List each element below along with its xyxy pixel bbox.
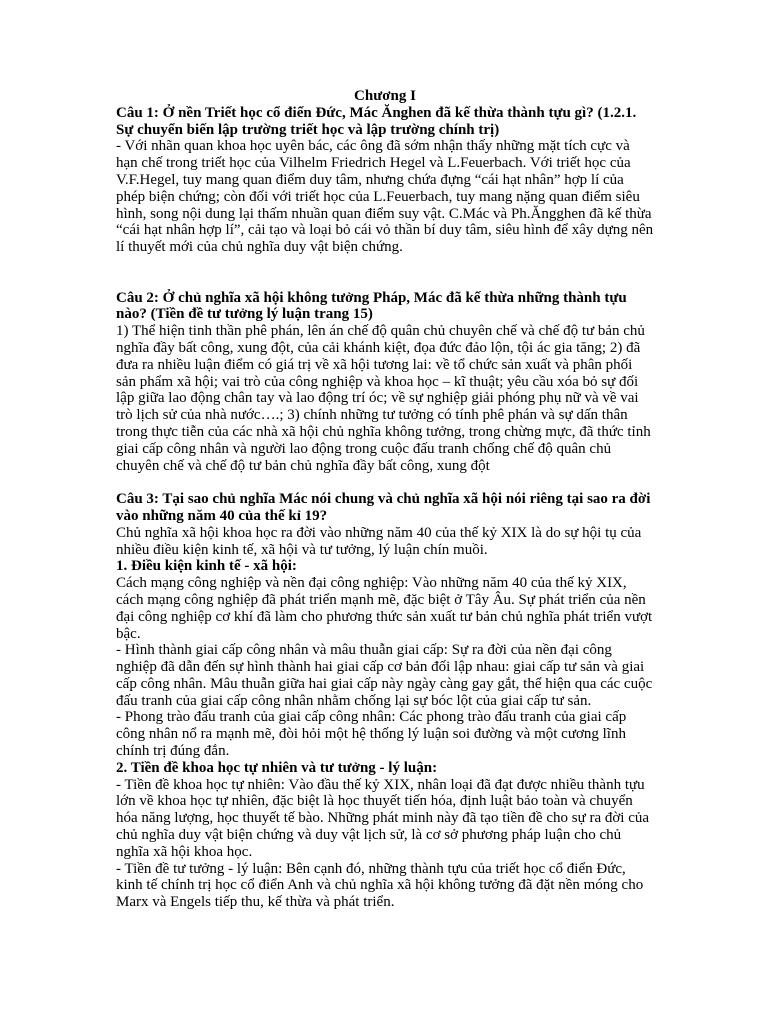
section-2-paragraph: - Tiền đề tư tưởng - lý luận: Bên cạnh đó, những thành tựu của triết học cổ điển Đức, kinh tế chính trị học cổ điển Anh và chủ nghĩa xã hội không tưởng đã đặt nền móng cho Marx và Engels tiếp thu, kế thừa và phát triển.: [116, 860, 644, 911]
question-1-heading: Câu 1: Ở nền Triết học cổ điển Đức, Mác Ănghen đã kế thừa thành tựu gì? (1.2.1. Sự chuyển biến lập trường triết học và lập trường chính trị): [116, 104, 637, 138]
chapter-title: Chương I: [354, 88, 416, 104]
section-2-paragraph: - Tiền đề khoa học tự nhiên: Vào đầu thế kỷ XIX, nhân loại đã đạt được nhiều thành tựu lớn về khoa học tự nhiên, đặc biệt là học thuyết tiến hóa, định luật bảo toàn và chuyển hóa năng lượng, học thuyết tế bào. Những phát minh này đã tạo tiền đề cho sự ra đời của chủ nghĩa duy vật biện chứng và duy vật lịch sử, là cơ sở phương pháp luận cho chủ nghĩa xã hội khoa học.: [116, 776, 650, 860]
question-3-heading: Câu 3: Tại sao chủ nghĩa Mác nói chung và chủ nghĩa xã hội nói riêng tại sao ra đời vào những năm 40 của thế kỉ 19?: [116, 491, 651, 524]
spacer: [116, 256, 654, 273]
document-content: [116, 88, 654, 911]
question-2-body: 1) Thể hiện tinh thần phê phán, lên án chế độ quân chủ chuyên chế và chế độ tư bản chủ nghĩa đầy bất công, xung đột, của cải khánh kiệt, đọa đức đảo lộn, tội ác gia tăng; 2) đã đưa ra nhiều luận điểm có giá trị về xã hội tương lai: về tổ chức sản xuất và phân phối sản phẩm xã hội; vai trò của công nghiệp và khoa học – kĩ thuật; yêu cầu xóa bỏ sự đối lập giữa lao động chân tay và lao động trí óc; về sự nghiệp giải phóng phụ nữ và về vai trò lịch sử của nhà nước….; 3) chính những tư tưởng có tính phê phán và sự dấn thân trong thực tiễn của các nhà xã hội chủ nghĩa không tưởng, trong chừng mực, đã thức tỉnh giai cấp công nhân và người lao động trong cuộc đấu tranh chống chế độ quân chủ chuyên chế và chế độ tư bản chủ nghĩa đầy bất công, xung đột: [116, 323, 651, 474]
section-1-paragraph: - Phong trào đấu tranh của giai cấp công nhân: Các phong trào đấu tranh của giai cấp công nhân nổ ra mạnh mẽ, đòi hỏi một hệ thống lý luận soi đường và một cương lĩnh chính trị đúng đắn.: [116, 709, 627, 760]
section-2-heading: 2. Tiền đề khoa học tự nhiên và tư tưởng - lý luận:: [116, 759, 438, 776]
question-1-body: - Với nhãn quan khoa học uyên bác, các ông đã sớm nhận thấy những mặt tích cực và hạn chế trong triết học của Vilhelm Friedrich Hegel và L.Feuerbach. Với triết học của V.F.Hegel, tuy mang quan điểm duy tâm, nhưng chứa đựng “cái hạt nhân” hợp lí của phép biện chứng; còn đối với triết học của L.Feuerbach, tuy mang nặng quan điểm siêu hình, song nội dung lại thấm nhuần quan điểm suy vật. C.Mác và Ph.Ăngghen đã kế thừa “cái hạt nhân hợp lí”, cải tạo và loại bỏ cái vỏ thần bí duy tâm, siêu hình để xây dựng nên lí thuyết mới của chủ nghĩa duy vật biện chứng.: [116, 138, 654, 256]
section-1-heading: 1. Điều kiện kinh tế - xã hội:: [116, 558, 297, 575]
question-2-heading: Câu 2: Ở chủ nghĩa xã hội không tưởng Pháp, Mác đã kế thừa những thành tựu nào? (Tiền đề tư tưởng lý luận trang 15): [116, 289, 627, 323]
spacer: [116, 273, 654, 290]
spacer: [116, 474, 654, 491]
question-3-intro: Chủ nghĩa xã hội khoa học ra đời vào những năm 40 của thế kỷ XIX là do sự hội tụ của nhiều điều kiện kinh tế, xã hội và tư tưởng, lý luận chín muồi.: [116, 524, 642, 558]
section-1-paragraph: Cách mạng công nghiệp và nền đại công nghiệp: Vào những năm 40 của thế kỷ XIX, cách mạng công nghiệp đã phát triển mạnh mẽ, đặc biệt ở Tây Âu. Sự phát triển của nền đại công nghiệp cơ khí đã làm cho phương thức sản xuất tư bản chủ nghĩa phát triển vượt bậc.: [116, 575, 653, 642]
section-1-paragraph: - Hình thành giai cấp công nhân và mâu thuẫn giai cấp: Sự ra đời của nền đại công nghiệp đã dẫn đến sự hình thành hai giai cấp cơ bản đối lập nhau: giai cấp tư sản và giai cấp công nhân. Mâu thuẫn giữa hai giai cấp này ngày càng gay gắt, thể hiện qua các cuộc đấu tranh của giai cấp công nhân nhằm chống lại sự bóc lột của giai cấp tư sản.: [116, 642, 653, 709]
